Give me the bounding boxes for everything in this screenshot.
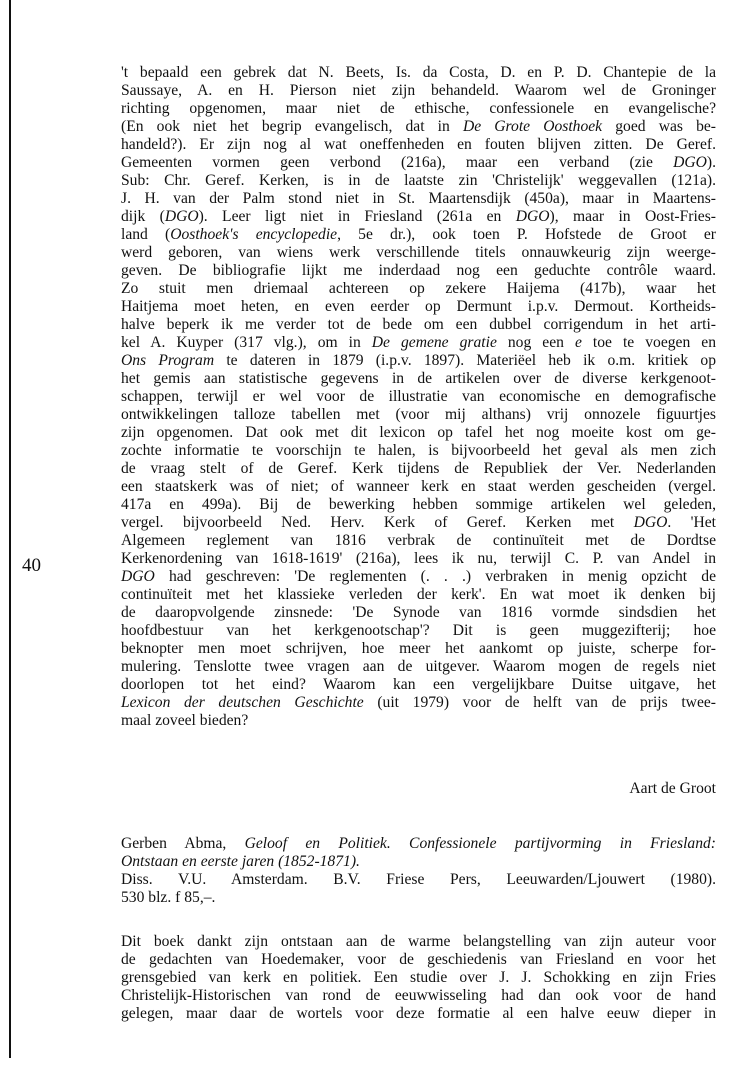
text-line: het gemis aan statistische gegevens in de artikelen over de diverse kerkgenoot-	[121, 370, 716, 387]
text-line: Gemeenten vormen geen verbond (216a), maar een verband (zie DGO).	[121, 154, 716, 171]
text-line: grensgebied van kerk en politiek. Een studie over J. J. Schokking en zijn Fries	[121, 969, 716, 986]
text-line: zochte informatie te voorschijn te halen, is bijvoorbeeld het geval als men zich	[121, 442, 716, 459]
italic-text: DGO	[164, 208, 199, 225]
italic-text: De Grote Oosthoek	[462, 118, 603, 135]
page-number: 40	[22, 555, 41, 576]
text-line: Sub: Chr. Geref. Kerken, is in de laatste zin 'Christelijk' weggevallen (121a).	[121, 172, 716, 189]
text-line: mulering. Tenslotte twee vragen aan de uitgever. Waarom mogen de regels niet	[121, 658, 716, 675]
text-line: doorlopen tot het eind? Waarom kan een vergelijkbare Duitse uitgave, het	[121, 676, 716, 693]
italic-text: e	[574, 334, 582, 351]
text-line: richting opgenomen, maar niet de ethische, confessionele en evangelische?	[121, 100, 716, 117]
text-line: Zo stuit men driemaal achtereen op zekere Haijema (417b), waar het	[121, 280, 716, 297]
review-signature: Aart de Groot	[629, 780, 716, 797]
text-line	[121, 853, 716, 871]
italic-text: DGO	[515, 208, 550, 225]
text-line: Christelijk-Historischen van rond de eeuwwisseling had dan ook voor de hand	[121, 987, 716, 1004]
text-line: (En ook niet het begrip evangelisch, dat in De Grote Oosthoek goed was be-	[121, 118, 716, 135]
text-line: de vraag stelt of de Geref. Kerk tijdens de Republiek der Ver. Nederlanden	[121, 460, 716, 477]
text-line: 't bepaald een gebrek dat N. Beets, Is. da Costa, D. en P. D. Chantepie de la	[121, 64, 716, 81]
italic-text: Ontstaan en eerste jaren (1852-1871).	[121, 853, 360, 870]
text-line: hoofdbestuur van het kerkgenootschap'? Dit is geen muggezifterij; hoe	[121, 622, 716, 639]
text-line: 417a en 499a). Bij de bewerking hebben sommige artikelen wel geleden,	[121, 496, 716, 513]
italic-text: Geloof en Politiek. Confessionele partijvorming in Friesland:	[244, 835, 716, 852]
italic-text: DGO	[121, 568, 155, 585]
italic-text: Ons Program	[121, 352, 215, 369]
text-line: 530 blz. f 85,–.	[121, 889, 216, 906]
text-line: beknopter men moet schrijven, hoe meer het aankomt op juiste, scherpe for-	[121, 640, 716, 657]
text-line: halve beperk ik me verder tot de bede om een dubbel corrigendum in het arti-	[121, 316, 716, 333]
text-line: dijk (DGO). Leer ligt niet in Friesland (261a en DGO), maar in Oost-Fries-	[121, 208, 716, 225]
text-line: Lexicon der deutschen Geschichte (uit 1979) voor de helft van de prijs twee-	[121, 694, 716, 711]
text-line: zijn opgenomen. Dat ook met dit lexicon op tafel het nog moeite kost om ge-	[121, 424, 716, 441]
text-line: Saussaye, A. en H. Pierson niet zijn behandeld. Waarom wel de Groninger	[121, 82, 716, 99]
book-heading	[121, 835, 716, 907]
text-line: ontwikkelingen talloze tabellen met (voor mij althans) vrij onnozele figuurtjes	[121, 406, 716, 423]
italic-text: DGO	[633, 514, 668, 531]
italic-text: Lexicon der deutschen Geschichte	[121, 694, 364, 711]
italic-text: De gemene gratie	[371, 334, 497, 351]
text-line: handeld?). Er zijn nog al wat oneffenheden en fouten blijven zitten. De Geref.	[121, 136, 716, 153]
text-line: DGO had geschreven: 'De reglementen (. . .) verbraken in menig opzicht de	[121, 568, 716, 585]
text-line: Algemeen reglement van 1816 verbrak de continuïteit met de Dordtse	[121, 532, 716, 549]
new-review-text	[121, 933, 716, 1023]
text-line: vergel. bijvoorbeeld Ned. Herv. Kerk of Geref. Kerken met DGO. 'Het	[121, 514, 716, 531]
text-line: geven. De bibliografie lijkt me inderdaad nog een geduchte contrôle waard.	[121, 262, 716, 279]
text-line: J. H. van der Palm stond niet in St. Maartensdijk (450a), maar in Maartens-	[121, 190, 716, 207]
text-line: de gedachten van Hoedemaker, voor de geschiedenis van Friesland en voor het	[121, 951, 716, 968]
text-line: land (Oosthoek's encyclopedie, 5e dr.), ook toen P. Hofstede de Groot er	[121, 226, 716, 243]
review-continued-text	[121, 64, 716, 730]
text-line: Gerben Abma, Geloof en Politiek. Confessionele partijvorming in Friesland:	[121, 835, 716, 852]
text-line: Haitjema moet heten, en even eerder op Dermunt i.p.v. Dermout. Kortheids-	[121, 298, 716, 315]
text-line: Diss. V.U. Amsterdam. B.V. Friese Pers, Leeuwarden/Ljouwert (1980).	[121, 871, 716, 888]
text-line: werd geboren, van wiens werk verschillende titels onnauwkeurig zijn weerge-	[121, 244, 716, 261]
text-line: kel A. Kuyper (317 vlg.), om in De gemene gratie nog een e toe te voegen en	[121, 334, 716, 351]
text-line: maal zoveel bieden?	[121, 712, 249, 729]
italic-text: Oosthoek's encyclopedie	[170, 226, 338, 243]
text-line: Dit boek dankt zijn ontstaan aan de warme belangstelling van zijn auteur voor	[121, 933, 716, 950]
text-line: een staatskerk was of niet; of wanneer kerk en staat werden gescheiden (vergel.	[121, 478, 716, 495]
text-line: Ons Program te dateren in 1879 (i.p.v. 1897). Materiëel heb ik o.m. kritiek op	[121, 352, 716, 369]
text-line: Kerkenordening van 1618-1619' (216a), lees ik nu, terwijl C. P. van Andel in	[121, 550, 716, 567]
text-line: schappen, terwijl er wel voor de illustratie van economische en demografische	[121, 388, 716, 405]
text-line: gelegen, maar daar de wortels voor deze formatie al een halve eeuw dieper in	[121, 1005, 716, 1022]
text-line: continuïteit met het klassieke verleden der kerk'. En wat moet ik denken bij	[121, 586, 716, 603]
text-line: de daaropvolgende zinsnede: 'De Synode van 1816 vormde sindsdien het	[121, 604, 716, 621]
italic-text: DGO	[673, 154, 707, 171]
page-edge-line	[9, 0, 11, 1058]
